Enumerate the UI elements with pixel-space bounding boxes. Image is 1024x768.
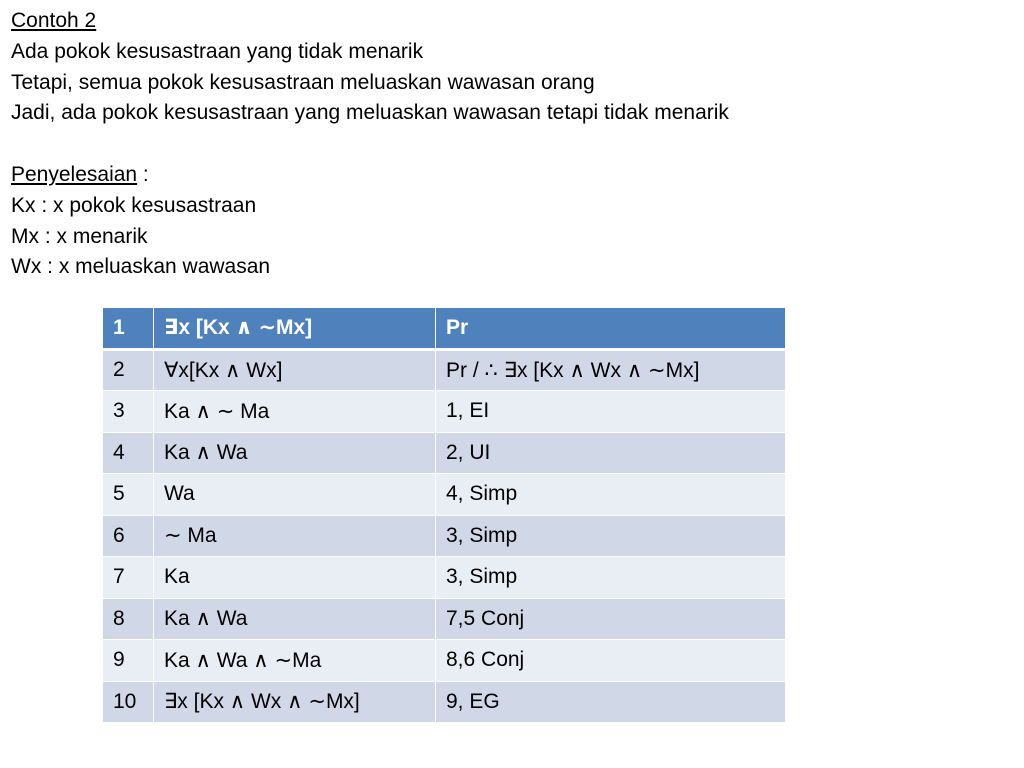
table-row	[103, 515, 786, 557]
step-statement: Ka ∧ Wa ∧ ∼Ma	[154, 640, 436, 682]
step-reason: 4, Simp	[436, 474, 786, 516]
table-row	[103, 349, 786, 391]
solution-label: Penyelesaian	[11, 162, 138, 186]
step-number: 8	[103, 598, 154, 640]
slide-text	[11, 6, 1011, 283]
step-reason: 7,5 Conj	[436, 598, 786, 640]
table-row	[103, 432, 786, 474]
step-statement: Ka ∧ ∼ Ma	[154, 391, 436, 433]
step-statement: ∀x[Kx ∧ Wx]	[154, 349, 436, 391]
table-row	[103, 557, 786, 599]
solution-heading	[11, 160, 1011, 191]
step-statement: ∃x [Kx ∧ ∼Mx]	[154, 308, 436, 350]
table-row	[103, 598, 786, 640]
step-number: 9	[103, 640, 154, 682]
step-number: 5	[103, 474, 154, 516]
step-number: 7	[103, 557, 154, 599]
table-row	[103, 391, 786, 433]
table-row	[103, 681, 786, 723]
definition-m: Mx : x menarik	[11, 224, 148, 248]
step-statement: Ka ∧ Wa	[154, 598, 436, 640]
step-reason: 8,6 Conj	[436, 640, 786, 682]
step-number: 1	[103, 308, 154, 350]
step-reason: 2, UI	[436, 432, 786, 474]
definition-w: Wx : x meluaskan wawasan	[11, 255, 271, 279]
step-reason: Pr / ∴ ∃x [Kx ∧ Wx ∧ ∼Mx]	[436, 349, 786, 391]
conclusion: Jadi, ada pokok kesusastraan yang meluaskan wawasan tetapi tidak menarik	[11, 101, 729, 125]
step-reason: 3, Simp	[436, 515, 786, 557]
solution-label-suffix: :	[137, 162, 149, 186]
definition-k: Kx : x pokok kesusastraan	[11, 193, 257, 217]
step-statement: Ka	[154, 557, 436, 599]
step-statement: Wa	[154, 474, 436, 516]
step-reason: 9, EG	[436, 681, 786, 723]
step-statement: ∼ Ma	[154, 515, 436, 557]
step-reason: 3, Simp	[436, 557, 786, 599]
step-number: 2	[103, 349, 154, 391]
step-reason: 1, EI	[436, 391, 786, 433]
spacer	[11, 129, 1011, 160]
step-statement: ∃x [Kx ∧ Wx ∧ ∼Mx]	[154, 681, 436, 723]
step-number: 3	[103, 391, 154, 433]
step-statement: Ka ∧ Wa	[154, 432, 436, 474]
table-header-row	[103, 308, 786, 350]
premise-2: Tetapi, semua pokok kesusastraan meluaskan wawasan orang	[11, 70, 595, 94]
table-row	[103, 640, 786, 682]
proof-table	[102, 307, 786, 723]
step-number: 4	[103, 432, 154, 474]
premise-1: Ada pokok kesusastraan yang tidak menarik	[11, 39, 424, 63]
step-number: 10	[103, 681, 154, 723]
table-row	[103, 474, 786, 516]
example-title: Contoh 2	[11, 9, 97, 32]
step-number: 6	[103, 515, 154, 557]
step-reason: Pr	[436, 308, 786, 350]
